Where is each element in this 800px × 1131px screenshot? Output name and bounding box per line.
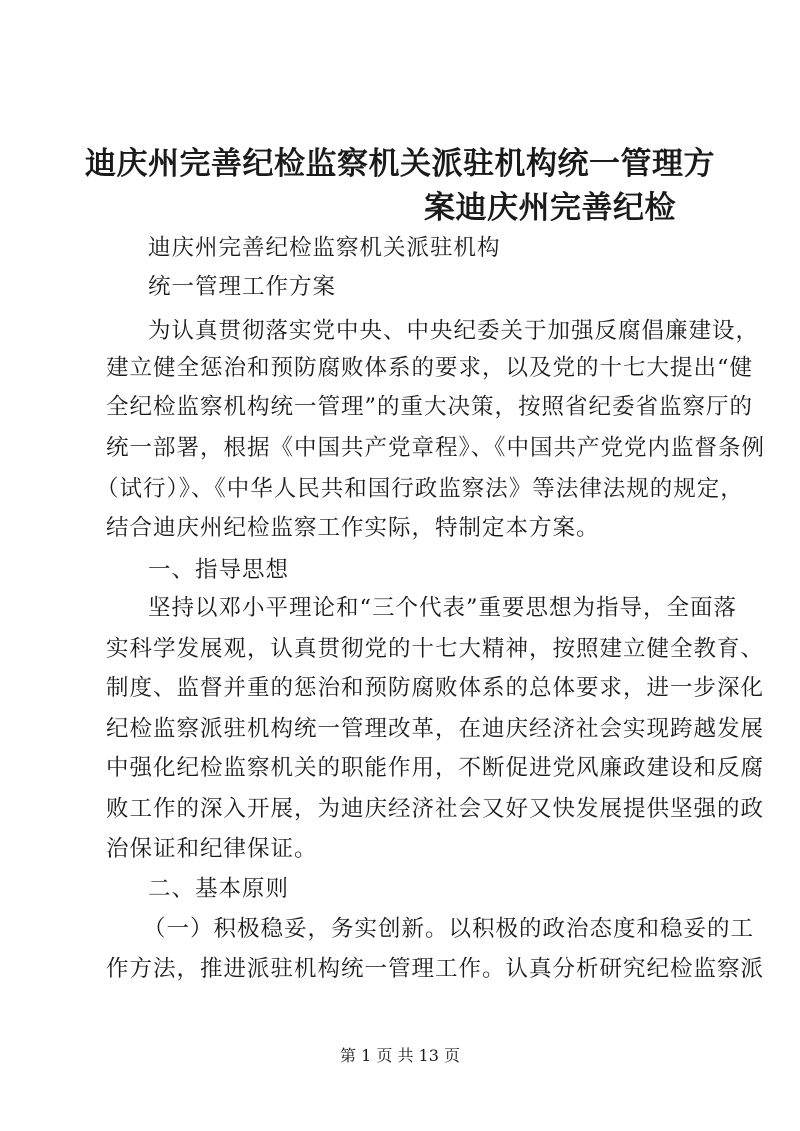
document-title-line-2: 案迪庆州完善纪检 <box>424 190 676 226</box>
document-title-line-1: 迪庆州完善纪检监察机关派驻机构统一管理方 <box>85 146 715 182</box>
paragraph-line: （试行）》、《中华人民共和国行政监察法》等法律法规的规定， <box>96 476 744 502</box>
paragraph-line: 统一部署，根据《中国共产党章程》、《中国共产党党内监督条例 <box>106 435 766 461</box>
section-heading-2: 二、基本原则 <box>148 876 290 902</box>
paragraph-line: 制度、监督并重的惩治和预防腐败体系的总体要求，进一步深化 <box>106 675 765 701</box>
paragraph-line: 为认真贯彻落实党中央、中央纪委关于加强反腐倡廉建设， <box>148 318 760 344</box>
paragraph-line: 建立健全惩治和预防腐败体系的要求，以及党的十七大提出“健 <box>106 355 754 381</box>
paragraph-line: 作方法，推进派驻机构统一管理工作。认真分析研究纪检监察派 <box>106 956 765 982</box>
subtitle-line-1: 迪庆州完善纪检监察机关派驻机构 <box>148 235 501 261</box>
paragraph-line: 中强化纪检监察机关的职能作用，不断促进党风廉政建设和反腐 <box>106 755 765 781</box>
subtitle-line-2: 统一管理工作方案 <box>148 274 337 300</box>
paragraph-line: 治保证和纪律保证。 <box>106 836 318 862</box>
paragraph-line: 全纪检监察机构统一管理”的重大决策，按照省纪委省监察厅的 <box>106 394 754 420</box>
paragraph-line: 败工作的深入开展，为迪庆经济社会又好又快发展提供坚强的政 <box>106 796 765 822</box>
paragraph-line: 纪检监察派驻机构统一管理改革，在迪庆经济社会实现跨越发展 <box>106 716 765 742</box>
paragraph-line: （一）积极稳妥，务实创新。以积极的政治态度和稳妥的工 <box>143 916 755 942</box>
paragraph-line: 坚持以邓小平理论和“三个代表”重要思想为指导，全面落 <box>148 595 738 621</box>
section-heading-1: 一、指导思想 <box>148 557 290 583</box>
paragraph-line: 结合迪庆州纪检监察工作实际，特制定本方案。 <box>106 515 600 541</box>
paragraph-line: 实科学发展观，认真贯彻党的十七大精神，按照建立健全教育、 <box>106 636 765 662</box>
page-footer: 第 1 页 共 13 页 <box>340 1046 460 1065</box>
